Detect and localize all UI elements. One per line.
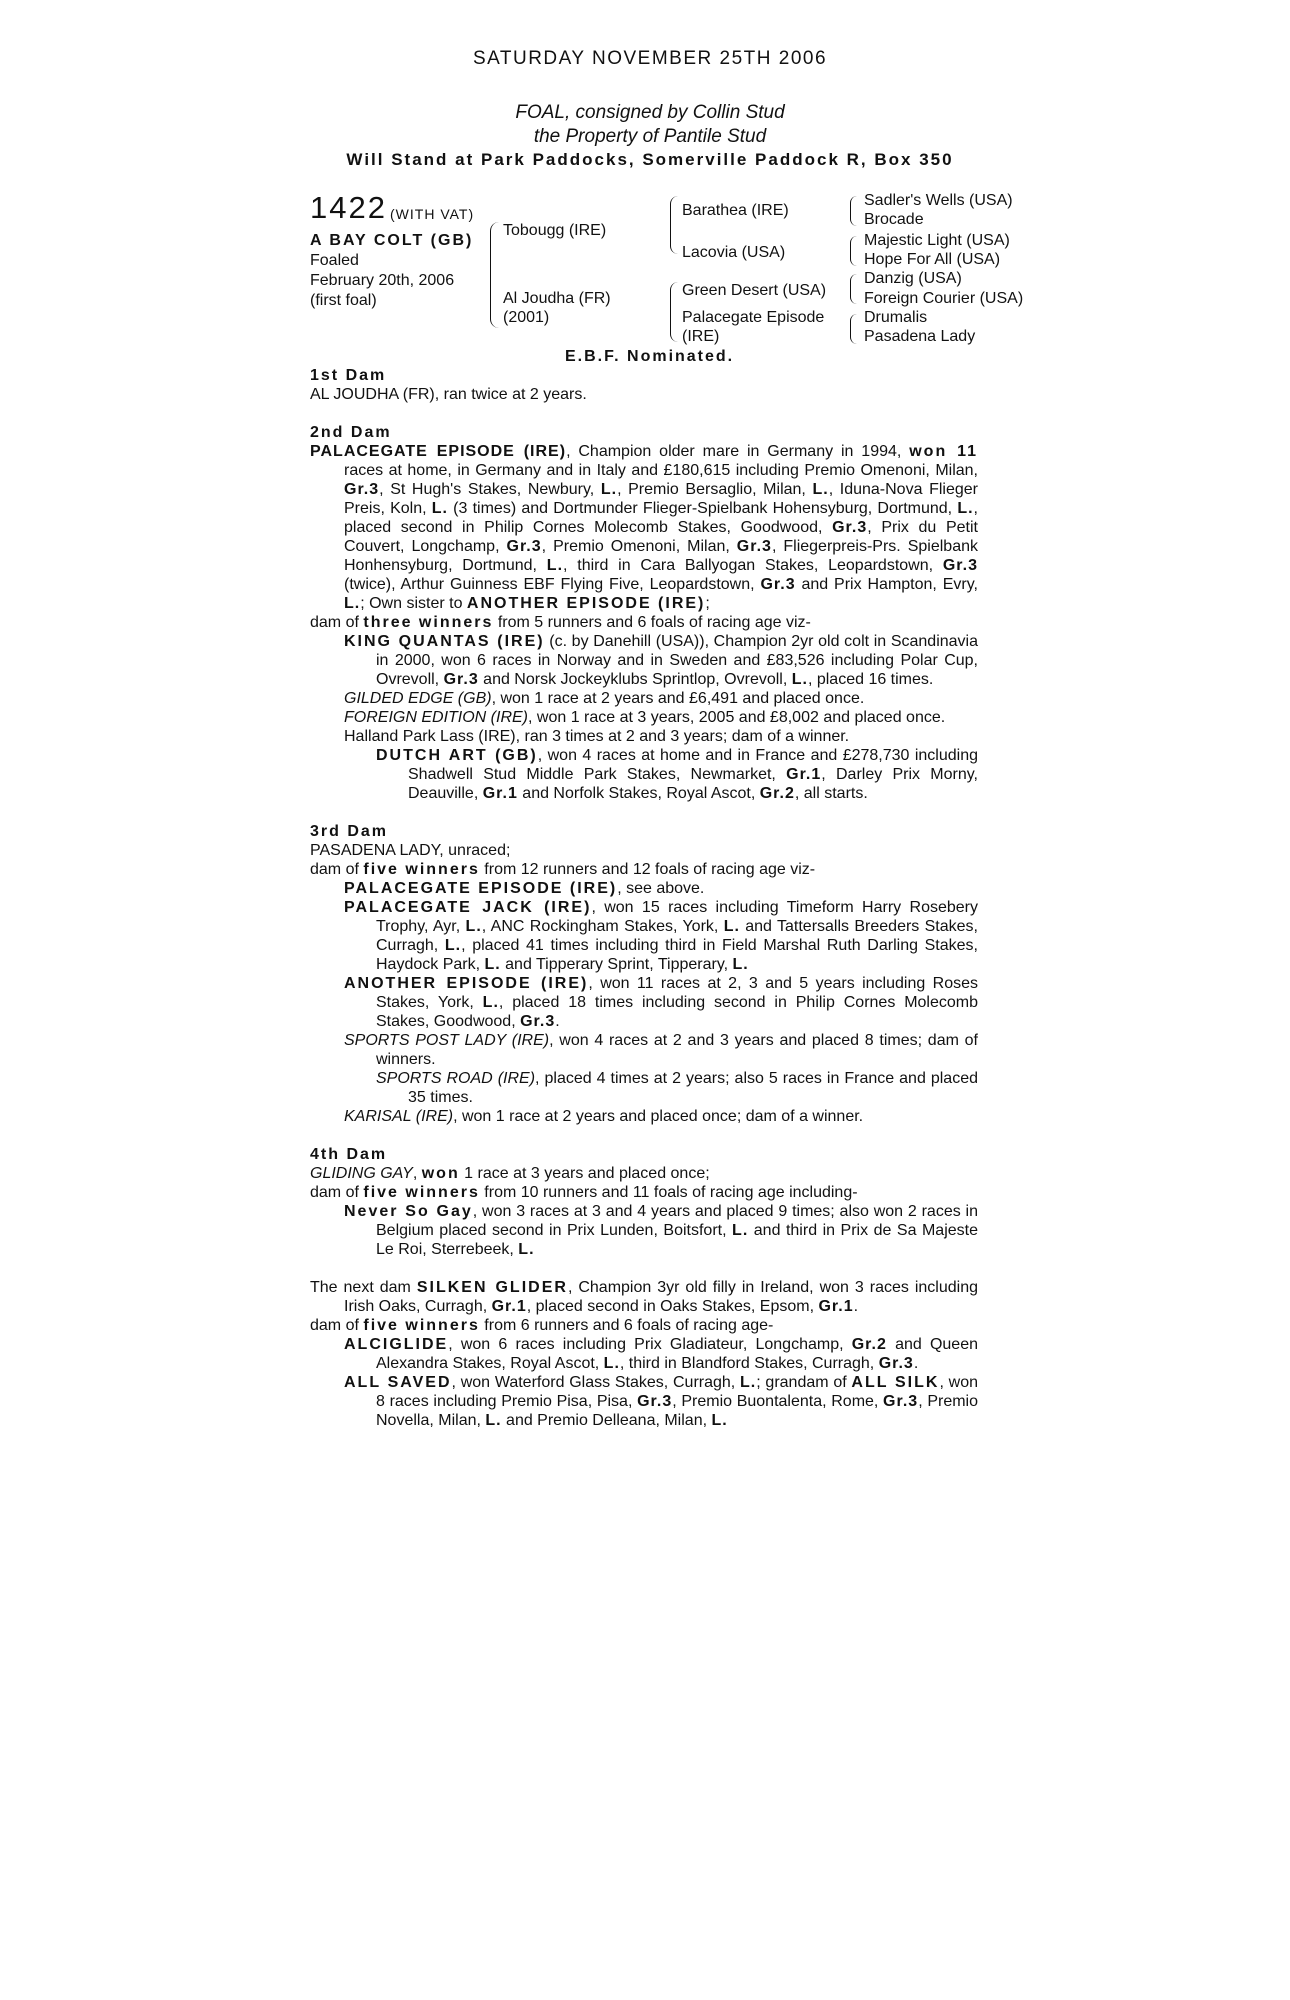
fourth-dam-entry: GLIDING GAY, won 1 race at 3 years and placed once; [310,1165,710,1182]
stand-location: Will Stand at Park Paddocks, Somerville Paddock R, Box 350 [346,150,954,169]
produce-foreign-edition: FOREIGN EDITION (IRE), won 1 race at 3 years, 2005 and £8,002 and placed once. [344,709,946,726]
second-dam-heading: 2nd Dam [310,424,392,441]
property-line: the Property of Pantile Stud [533,126,767,147]
ebf-nominated: E.B.F. Nominated. [565,348,735,365]
produce-dutch-art: DUTCH ART (GB), won 4 races at home and in France and £278,730 including Shadwell Stud Middle Park Stakes, Newmarket, Gr.1, Darley Prix Morny, Deauville, Gr.1 and Norfolk Stakes, Royal Ascot, Gr.2, all starts. [376,747,978,802]
lot-number: 1422 [310,190,387,225]
pedigree-dsd: Foreign Courier (USA) [864,290,1024,307]
pedigree-brace-sire [670,196,678,254]
second-dam-entry: PALACEGATE EPISODE (IRE), Champion older mare in Germany in 1994, won 11 races at home, in Germany and in Italy and £180,615 including Premio Omenoni, Milan, Gr.3, St Hugh's Stakes, Newbury, L., Premio Bersaglio, Milan, L., Iduna-Nova Flieger Preis, Koln, L. (3 times) and Dortmunder Flieger-Spielbank Hohensyburg, Dortmund, L., placed second in Philip Cornes Molecomb Stakes, Goodwood, Gr.3, Prix du Petit Couvert, Longchamp, Gr.3, Premio Omenoni, Milan, Gr.3, Fliegerpreis-Prs. Spielbank Honhensyburg, Dortmund, L., third in Cara Ballyogan Stakes, Leopardstown, Gr.3 (twice), Arthur Guinness EBF Flying Five, Leopardstown, Gr.3 and Prix Hampton, Evry, L.; Own sister to ANOTHER EPISODE (IRE); [310,443,979,612]
fourth-dam-heading: 4th Dam [310,1146,388,1163]
third-dam-produce-summary: dam of five winners from 12 runners and 12 foals of racing age viz- [310,861,816,878]
produce-halland-park-lass: Halland Park Lass (IRE), ran 3 times at 2 and 3 years; dam of a winner. [344,728,850,745]
first-dam-text: AL JOUDHA (FR), ran twice at 2 years. [310,386,587,403]
pedigree-dam-dam: Palacegate Episode [682,309,825,326]
produce-gilded-edge: GILDED EDGE (GB), won 1 race at 2 years and £6,491 and placed once. [344,690,865,707]
first-dam-heading: 1st Dam [310,367,387,384]
pedigree-brace-3d [850,314,857,344]
pedigree-dam-dam-country: (IRE) [682,328,720,345]
pedigree-sire-sire: Barathea (IRE) [682,202,789,219]
produce-karisal: KARISAL (IRE), won 1 race at 2 years and placed once; dam of a winner. [344,1108,864,1125]
foaled-date: February 20th, 2006 [310,272,455,289]
pedigree-brace-3c [850,274,857,304]
pedigree-brace-gen1 [490,222,499,328]
produce-sports-road: SPORTS ROAD (IRE), placed 4 times at 2 years; also 5 races in France and placed 35 times. [376,1070,978,1106]
pedigree-dam-year: (2001) [503,309,550,326]
produce-king-quantas: KING QUANTAS (IRE) (c. by Danehill (USA)), Champion 2yr old colt in Scandinavia in 2000, won 6 races in Norway and in Sweden and £83,526 including Polar Cup, Ovrevoll, Gr.3 and Norsk Jockeyklubs Sprintlop, Ovrevoll, L., placed 16 times. [344,633,979,688]
pedigree-sdd: Hope For All (USA) [864,251,1001,268]
produce-palacegate-jack: PALACEGATE JACK (IRE), won 15 races including Timeform Harry Rosebery Trophy, Ayr, L., ANC Rockingham Stakes, York, L. and Tattersalls Breeders Stakes, Curragh, L., placed 41 times including third in Field Marshal Ruth Darling Stakes, Haydock Park, L. and Tipperary Sprint, Tipperary, L. [344,899,978,973]
produce-alciglide: ALCIGLIDE, won 6 races including Prix Gladiateur, Longchamp, Gr.2 and Queen Alexandra Stakes, Royal Ascot, L., third in Blandford Stakes, Curragh, Gr.3. [344,1336,978,1372]
pedigree-sire-dam: Lacovia (USA) [682,244,786,261]
pedigree-brace-dam [670,282,678,342]
produce-another-episode: ANOTHER EPISODE (IRE), won 11 races at 2, 3 and 5 years including Roses Stakes, York, L., placed 18 times including second in Philip Cornes Molecomb Stakes, Goodwood, Gr.3. [344,975,978,1030]
next-dam-produce-summary: dam of five winners from 6 runners and 6 foals of racing age- [310,1317,774,1334]
pedigree-dds: Drumalis [864,309,928,326]
foaled-label: Foaled [310,252,359,269]
first-foal-note: (first foal) [310,292,377,309]
next-dam-entry: The next dam SILKEN GLIDER, Champion 3yr old filly in Ireland, won 3 races including Irish Oaks, Curragh, Gr.1, placed second in Oaks Stakes, Epsom, Gr.1. [310,1279,979,1315]
pedigree-brace-3b [850,236,857,266]
pedigree-brace-3a [850,196,857,226]
consignment-line: FOAL, consigned by Collin Stud [515,102,785,123]
produce-never-so-gay: Never So Gay, won 3 races at 3 and 4 years and placed 9 times; also won 2 races in Belgium placed second in Prix Lunden, Boitsfort, L. and third in Prix de Sa Majeste Le Roi, Sterrebeek, L. [344,1203,979,1258]
pedigree-sss: Sadler's Wells (USA) [864,192,1013,209]
lot-title: A BAY COLT (GB) [310,232,474,249]
pedigree-ddd: Pasadena Lady [864,328,976,345]
pedigree-dam: Al Joudha (FR) [503,290,611,307]
second-dam-produce-summary: dam of three winners from 5 runners and 6 foals of racing age viz- [310,614,811,631]
produce-sports-post-lady: SPORTS POST LADY (IRE), won 4 races at 2 and 3 years and placed 8 times; dam of winners. [344,1032,978,1068]
pedigree-dss: Danzig (USA) [864,270,962,287]
pedigree-details [310,366,978,1430]
produce-palacegate-episode: PALACEGATE EPISODE (IRE), see above. [344,880,705,897]
pedigree-sire: Tobougg (IRE) [503,222,607,239]
produce-all-saved: ALL SAVED, won Waterford Glass Stakes, Curragh, L.; grandam of ALL SILK, won 8 races including Premio Pisa, Pisa, Gr.3, Premio Buontalenta, Rome, Gr.3, Premio Novella, Milan, L. and Premio Delleana, Milan, L. [344,1374,978,1429]
third-dam-entry: PASADENA LADY, unraced; [310,842,511,859]
pedigree-sds: Majestic Light (USA) [864,232,1010,249]
pedigree-ssd: Brocade [864,211,924,228]
sale-date: SATURDAY NOVEMBER 25TH 2006 [472,48,828,69]
vat-note: (WITH VAT) [390,206,475,222]
third-dam-heading: 3rd Dam [310,823,389,840]
pedigree-dam-sire: Green Desert (USA) [682,282,827,299]
fourth-dam-produce-summary: dam of five winners from 10 runners and 11 foals of racing age including- [310,1184,858,1201]
